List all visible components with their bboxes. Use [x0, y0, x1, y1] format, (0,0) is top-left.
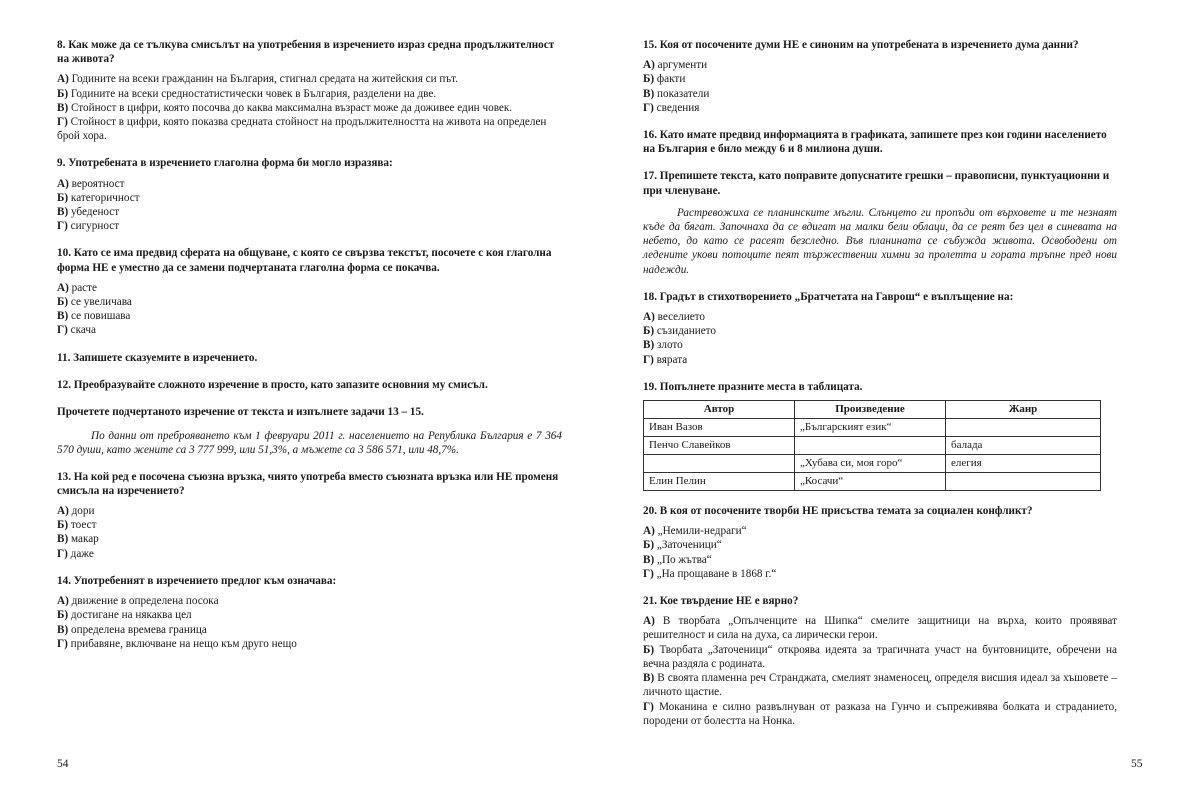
- left-page: [57, 38, 562, 664]
- question-17: 17. Препишете текста, като поправите допуснатите грешки – правописни, пунктуационни и при членуване.: [643, 170, 1110, 197]
- question-14-text: 14. Употребеният в изречението предлог към означава:: [57, 574, 337, 587]
- question-13: [57, 470, 562, 561]
- option: А) веселието: [643, 311, 706, 324]
- question-18-text: 18. Градът в стихотворението „Братчетата на Гаврош“ е въплъщение на:: [643, 290, 1014, 303]
- option: Б) се увеличава: [57, 296, 132, 309]
- question-15-options: [643, 58, 1117, 115]
- option: Б) Годините на всеки средностатистически човек в България, разделени на две.: [57, 87, 437, 100]
- option: А) „Немили-недраги“: [643, 525, 747, 538]
- table-cell-empty[interactable]: [795, 437, 946, 455]
- option: А) расте: [57, 281, 97, 294]
- quoted-sentence: По данни от преброяването към 1 февруари 2011 г. населението на Република България е 7 364 570 души, като жените са 3 777 999, или 51,3%, а мъжете са 3 586 571, или 48,7%.: [57, 430, 562, 457]
- table-header: Жанр: [946, 401, 1101, 419]
- option: В) злото: [643, 339, 683, 352]
- table-header: Автор: [644, 401, 795, 419]
- option: В) се повишава: [57, 310, 131, 323]
- option: Б) „Заточеници“: [643, 539, 722, 552]
- option: Г) даже: [57, 547, 94, 560]
- question-14: [57, 574, 562, 651]
- table-cell: Елин Пелин: [644, 473, 795, 491]
- table-row: [644, 455, 1101, 473]
- instruction-13-15: Прочетете подчертаното изречение от текста и изпълнете задачи 13 – 15.: [57, 406, 424, 419]
- page-number-left: 54: [57, 758, 69, 770]
- question-17-text-to-correct: Растревожиха се планинските мъгли. Слънцето ги пропъди от върховете и те незнаят къде да бягат. Започнаха да се вдигат на малки бели облаци, да се реят без цел в синевата на небето, до като се расеят безследно. Във планината се събужда живота. Освободени от леденитe укови потоците пеят тържествении химни за пролетта и гората тръпне пред нови надежди.: [643, 206, 1117, 276]
- option: В) убеденост: [57, 206, 120, 219]
- table-cell: „Хубава си, моя горо“: [795, 455, 946, 473]
- option: В) В своята пламенна реч Странджата, смелият знаменосец, определя висшия идеал за хъшовете – личното щастие.: [643, 672, 1118, 699]
- question-11: 11. Запишете сказуемите в изречението.: [57, 351, 258, 364]
- option: Б) категоричност: [57, 191, 140, 204]
- option: Г) сигурност: [57, 220, 120, 233]
- option: Б) съзиданието: [643, 325, 717, 338]
- question-13-text: 13. На кой ред е посочена съюзна връзка, чиято употреба вместо съюзната връзка или НЕ променя смисъла на изречението?: [57, 470, 559, 497]
- option: В) Стойност в цифри, която посочва до каква максимална възраст може да доживее един човек.: [57, 101, 513, 114]
- question-14-options: [57, 594, 562, 651]
- question-20-options: [643, 524, 1117, 581]
- option: А) В творбата „Опълченците на Шипка“ смелите защитници на върха, които проявяват решителност и сила на духа, са лирически герои.: [643, 615, 1117, 642]
- option: Б) факти: [643, 73, 686, 86]
- table-cell: „Българският език“: [795, 419, 946, 437]
- question-9: [57, 156, 562, 233]
- table-cell: елегия: [946, 455, 1101, 473]
- question-9-text: 9. Употребената в изречението глаголна форма би могло изразява:: [57, 157, 393, 170]
- table-cell: балада: [946, 437, 1101, 455]
- option: Б) Творбата „Заточеници“ откроява идеята за трагичната участ на бунтовниците, обречени на вечна раздяла с родината.: [643, 643, 1118, 670]
- question-10-text: 10. Като се има предвид сферата на общуване, с която се свързва текстът, посочете с коя глаголна форма НЕ е уместно да се замени подчертаната глаголна форма се покачва.: [57, 247, 552, 274]
- question-13-options: [57, 504, 562, 561]
- table-cell-empty[interactable]: [946, 419, 1101, 437]
- question-19-text: 19. Попълнете празните места в таблицата.: [643, 380, 863, 393]
- option: В) макар: [57, 533, 99, 546]
- question-8-options: [57, 72, 562, 143]
- option: Б) тоест: [57, 519, 97, 532]
- table-row: [644, 419, 1101, 437]
- question-12: 12. Преобразувайте сложното изречение в просто, като запазите основния му смисъл.: [57, 378, 488, 391]
- option: А) движение в определена посока: [57, 595, 219, 608]
- table-header-row: [644, 401, 1101, 419]
- option: Г) Моканина е силно развълнуван от разказа на Гунчо и съпреживява болката и страданието, породени от болестта на Нонка.: [643, 700, 1117, 727]
- option: Г) вярата: [643, 353, 688, 366]
- option: А) аргументи: [643, 59, 708, 72]
- question-19: [643, 380, 1117, 491]
- option: В) показатели: [643, 87, 710, 100]
- authors-table: [643, 400, 1101, 491]
- question-18-options: [643, 310, 1117, 367]
- option: Г) Стойност в цифри, която показва средната стойност на продължителността на живота на определен брой хора.: [57, 116, 547, 143]
- question-20: [643, 504, 1117, 581]
- right-page: [643, 38, 1117, 741]
- option: Б) достигане на някаква цел: [57, 609, 192, 622]
- table-cell: „Косачи“: [795, 473, 946, 491]
- option: В) „По жътва“: [643, 553, 712, 566]
- option: В) определена времева граница: [57, 623, 207, 636]
- question-9-options: [57, 177, 562, 234]
- question-8-text: 8. Как може да се тълкува смисълът на употребения в изречението израз средна продължителност на живота?: [57, 39, 555, 66]
- question-20-text: 20. В коя от посочените творби НЕ присъства темата за социален конфликт?: [643, 505, 1033, 518]
- option: Г) прибавяне, включване на нещо към друго нещо: [57, 637, 297, 650]
- table-header: Произведение: [795, 401, 946, 419]
- question-8: [57, 38, 562, 143]
- table-row: [644, 437, 1101, 455]
- table-cell: Иван Вазов: [644, 419, 795, 437]
- question-18: [643, 290, 1117, 367]
- question-15-text: 15. Коя от посочените думи НЕ е синоним на употребената в изречението дума данни?: [643, 39, 1079, 51]
- page-number-right: 55: [1131, 758, 1143, 770]
- table-cell-empty[interactable]: [946, 473, 1101, 491]
- option: А) дори: [57, 505, 95, 518]
- question-10-options: [57, 281, 562, 338]
- option: Г) сведения: [643, 101, 700, 114]
- question-15: [643, 38, 1117, 115]
- question-21: [643, 594, 1117, 728]
- question-16: 16. Като имате предвид информацията в графиката, запишете през кои години населението на България е било между 6 и 8 милиона души.: [643, 129, 1107, 156]
- question-10: [57, 246, 562, 337]
- option: А) вероятност: [57, 177, 125, 190]
- question-21-text: 21. Кое твърдение НЕ е вярно?: [643, 595, 799, 608]
- table-cell-empty[interactable]: [644, 455, 795, 473]
- option: А) Годините на всеки гражданин на България, стигнал средата на житейския си път.: [57, 73, 459, 86]
- option: Г) „На прощаване в 1868 г.“: [643, 567, 777, 580]
- question-21-options: [643, 614, 1117, 728]
- option: Г) скача: [57, 324, 96, 337]
- table-row: [644, 473, 1101, 491]
- table-cell: Пенчо Славейков: [644, 437, 795, 455]
